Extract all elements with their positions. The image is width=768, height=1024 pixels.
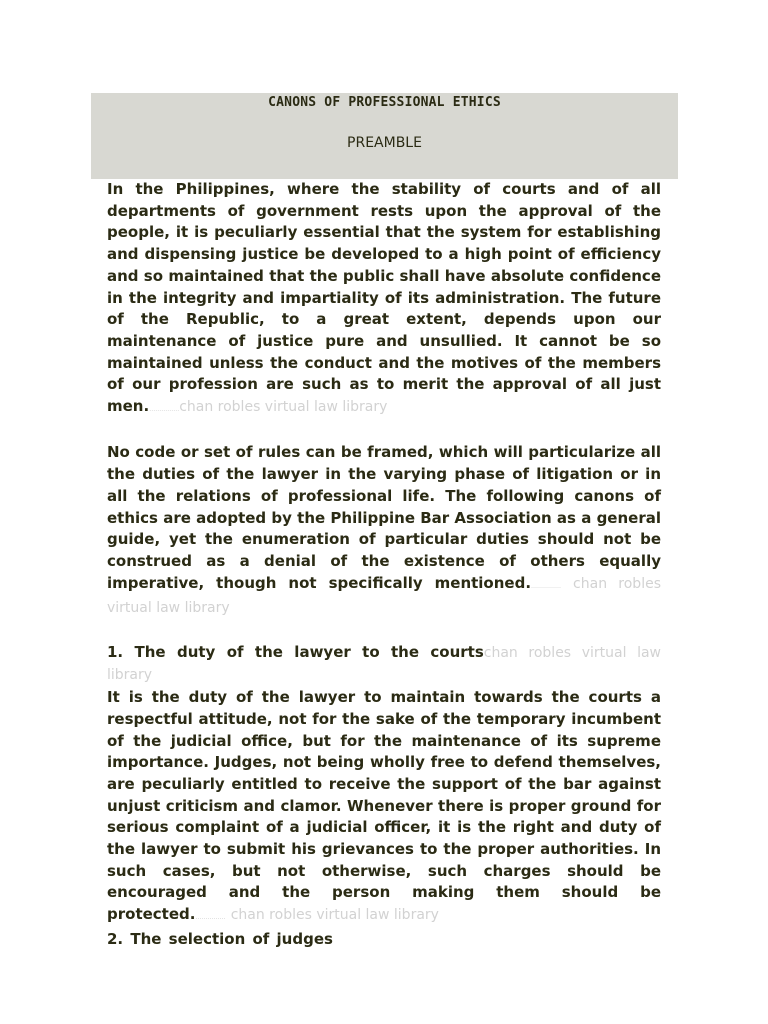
canon-1-heading <box>107 642 661 687</box>
document-body <box>107 179 661 951</box>
paragraph-preamble-2 <box>107 442 661 620</box>
watermark-dots: …………… <box>195 914 226 922</box>
section-subtitle: PREAMBLE <box>347 135 422 151</box>
heading-text: 1. The duty of the lawyer to the courts <box>107 642 484 661</box>
canon-2-heading: 2. The selection of judges <box>107 929 333 948</box>
document-header <box>91 93 678 179</box>
paragraph-text: It is the duty of the lawyer to maintain towards the courts a respectful attitude, not for the sake of the temporary incumbent of the judicial office, but for the maintenance of its supreme importance. Judges, not being wholly free to defend themselves, are peculiarly entitled to receive the support of the bar against unjust criticism and clamor. Whenever there is proper ground for serious complaint of a judicial officer, it is the right and duty of the lawyer to submit his grievances to the proper authorities. In such cases, but not otherwise, such charges should be encouraged and the person making them should be protected. <box>107 688 661 924</box>
paragraph-text: No code or set of rules can be framed, which will particularize all the duties of the lawyer in the varying phase of litigation or in all the relations of professional life. The following canons of ethics are adopted by the Philippine Bar Association as a general guide, yet the enumeration of particular duties should not be construed as a denial of the existence of others equally imperative, though not specifically mentioned. <box>107 443 661 592</box>
paragraph-preamble-1 <box>107 179 661 421</box>
canon-1-paragraph <box>107 687 661 929</box>
watermark-text: chan robles virtual law library <box>107 575 661 617</box>
watermark-text: chan robles virtual law library <box>230 907 439 924</box>
paragraph-text: In the Philippines, where the stability of courts and of all departments of government rests upon the approval of the people, it is peculiarly essential that the system for establishing and dispensing justice be developed to a high point of efficiency and so maintained that the public shall have absolute confidence in the integrity and impartiality of its administration. The future of the Republic, to a great extent, depends upon our maintenance of justice pure and unsullied. It cannot be so maintained unless the conduct and the motives of the members of our profession are such as to merit the approval of all just men. <box>107 180 661 416</box>
watermark-text: chan robles virtual law library <box>107 644 661 684</box>
watermark-dots: …………… <box>531 582 562 590</box>
watermark-dots: …………… <box>149 406 180 414</box>
document-title: CANONS OF PROFESSIONAL ETHICS <box>268 95 501 110</box>
watermark-text: chan robles virtual law library <box>179 399 388 416</box>
